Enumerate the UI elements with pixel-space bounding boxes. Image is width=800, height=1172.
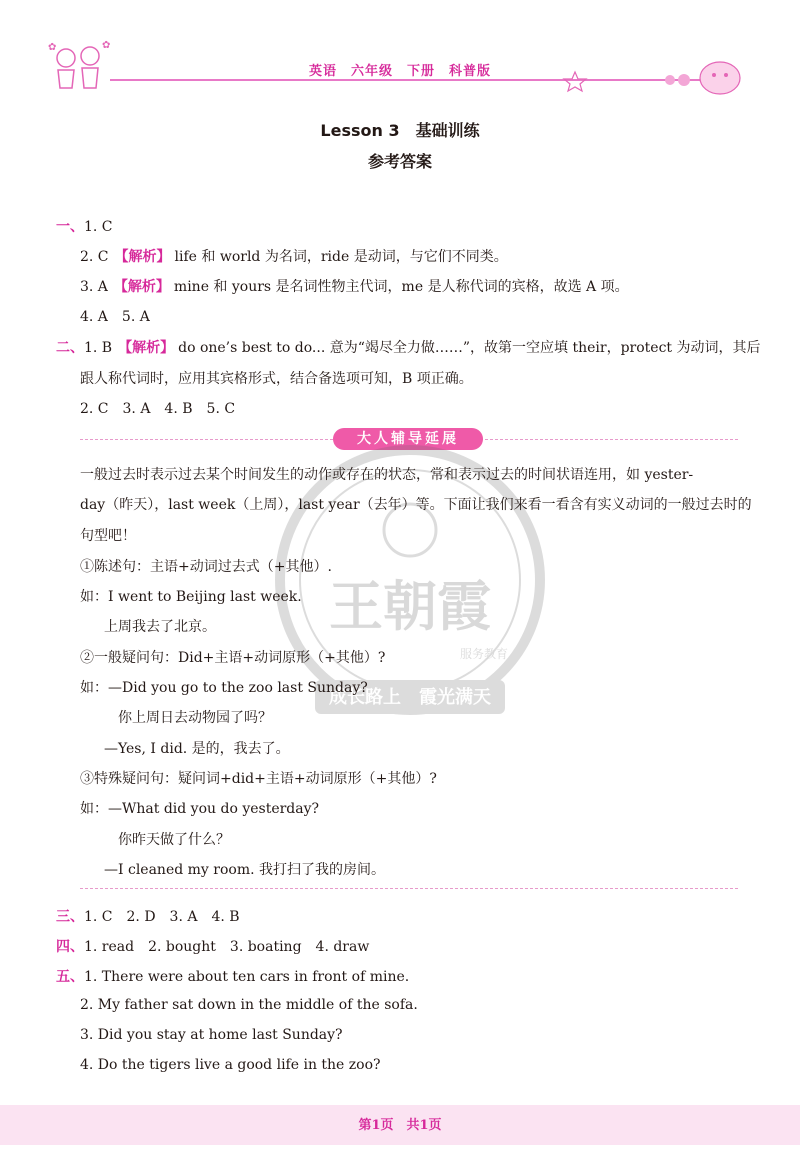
- section-2-q1: 二、1. B 【解析】 do one’s best to do... 意为“竭尽全力做……”，故第一空应填 their，protect 为动词，其后: [56, 340, 761, 356]
- pattern-declarative-example: 如：I went to Beijing last week.: [80, 589, 302, 605]
- analysis-tag: 【解析】: [118, 340, 175, 356]
- section-5-line-1: 五、1. There were about ten cars in front of mine.: [56, 969, 410, 985]
- extension-bottom-divider: [80, 888, 738, 889]
- analysis-tag: 【解析】: [114, 249, 171, 265]
- section-4: 四、1. read 2. bought 3. boating 4. draw: [56, 939, 370, 955]
- pattern-declarative: ①陈述句：主语+动词过去式（+其他）.: [80, 559, 332, 575]
- pattern-wh-question: ③特殊疑问句：疑问词+did+主语+动词原形（+其他）?: [80, 771, 437, 787]
- svg-text:✿: ✿: [102, 40, 111, 51]
- section-1-q3: 3. A 【解析】 mine 和 yours 是名词性物主代词，me 是人称代词的宾格，故选 A 项。: [80, 279, 629, 295]
- pattern-wh-example: 如：—What did you do yesterday?: [80, 801, 320, 817]
- section-5-number: 五、: [56, 969, 84, 985]
- parent-guidance-banner: 大人辅导延展: [333, 428, 483, 450]
- section-2-q2-5: 2. C 3. A 4. B 5. C: [80, 401, 236, 417]
- section-5-line-3: 3. Did you stay at home last Sunday?: [80, 1027, 343, 1043]
- page-header: [0, 0, 800, 110]
- pattern-declarative-translation: 上周我去了北京。: [104, 619, 216, 635]
- section-5-line-4: 4. Do the tigers live a good life in the zoo?: [80, 1057, 381, 1073]
- section-2-number: 二、: [56, 340, 84, 356]
- section-1-q4-5: 4. A 5. A: [80, 309, 150, 325]
- section-1-q2: 2. C 【解析】 life 和 world 为名词，ride 是动词，与它们不同类。: [80, 249, 508, 265]
- pattern-yes-no-answer: —Yes, I did. 是的，我去了。: [104, 741, 290, 757]
- analysis-tag: 【解析】: [113, 279, 170, 295]
- pattern-wh-translation: 你昨天做了什么？: [118, 832, 230, 848]
- pattern-yes-no-translation: 你上周日去动物园了吗？: [118, 710, 272, 726]
- section-1-number: 一、: [56, 219, 84, 235]
- page-number: 第1页 共1页: [358, 1118, 442, 1133]
- pattern-wh-answer: —I cleaned my room. 我打扫了我的房间。: [104, 862, 386, 878]
- section-3-number: 三、: [56, 909, 84, 925]
- pattern-yes-no-example: 如：—Did you go to the zoo last Sunday?: [80, 680, 368, 696]
- watermark-brand: 王朝霞: [329, 574, 491, 638]
- lesson-title: Lesson 3 基础训练: [320, 121, 480, 140]
- pattern-yes-no-question: ②一般疑问句：Did+主语+动词原形（+其他）?: [80, 650, 386, 666]
- section-5-line-2: 2. My father sat down in the middle of the sofa.: [80, 997, 418, 1013]
- extension-paragraph-1: 一般过去时表示过去某个时间发生的动作或存在的状态，常和表示过去的时间状语连用，如 yester-: [80, 467, 694, 483]
- decorative-star-bubbles-icon: [560, 50, 750, 100]
- answer-key-title: 参考答案: [367, 152, 432, 171]
- extension-paragraph-2: day（昨天），last week（上周），last year（去年）等。下面让我们来看一看含有实义动词的一般过去时的: [80, 497, 752, 513]
- watermark-small: 服务教育: [460, 647, 509, 661]
- header-title: 英语 六年级 下册 科普版: [308, 64, 491, 79]
- section-1-q1: 一、1. C: [56, 219, 113, 235]
- section-2-q1-cont: 跟人称代词时，应用其宾格形式，结合备选项可知，B 项正确。: [80, 371, 473, 387]
- svg-text:✿: ✿: [48, 42, 57, 53]
- watermark-slogan: 成长路上 霞光满天: [329, 687, 491, 708]
- section-3: 三、1. C 2. D 3. A 4. B: [56, 909, 240, 925]
- extension-paragraph-3: 句型吧！: [80, 528, 136, 544]
- section-4-number: 四、: [56, 939, 84, 955]
